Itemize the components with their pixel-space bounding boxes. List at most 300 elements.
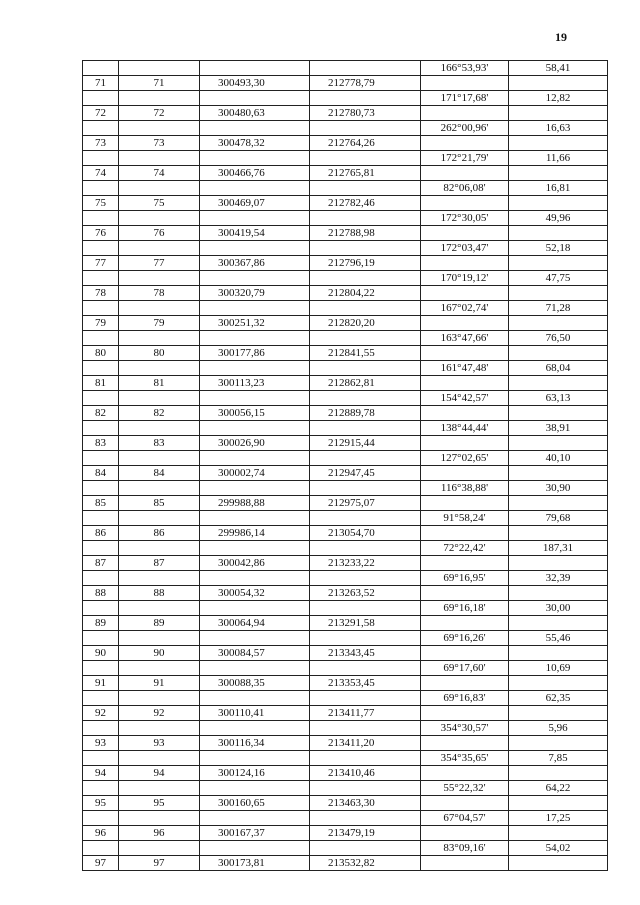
y-coordinate-cell	[310, 811, 421, 826]
distance-cell	[509, 226, 608, 241]
distance-cell	[509, 136, 608, 151]
point-label-cell	[119, 601, 200, 616]
point-label-cell: 81	[119, 376, 200, 391]
point-label-cell: 95	[119, 796, 200, 811]
direction-angle-cell	[421, 226, 509, 241]
y-coordinate-cell	[310, 241, 421, 256]
distance-cell	[509, 166, 608, 181]
y-coordinate-cell	[310, 151, 421, 166]
point-label-cell: 71	[119, 76, 200, 91]
table-row	[83, 61, 608, 76]
direction-angle-cell	[421, 646, 509, 661]
point-number-cell: 81	[83, 376, 119, 391]
distance-cell	[509, 496, 608, 511]
point-label-cell	[119, 361, 200, 376]
x-coordinate-cell: 300367,86	[200, 256, 310, 271]
direction-angle-cell: 69°16,18'	[421, 601, 509, 616]
direction-angle-cell: 172°03,47'	[421, 241, 509, 256]
direction-angle-cell: 161°47,48'	[421, 361, 509, 376]
x-coordinate-cell	[200, 331, 310, 346]
direction-angle-cell: 69°17,60'	[421, 661, 509, 676]
point-number-cell: 74	[83, 166, 119, 181]
y-coordinate-cell	[310, 781, 421, 796]
point-number-cell	[83, 691, 119, 706]
y-coordinate-cell	[310, 271, 421, 286]
x-coordinate-cell: 300173,81	[200, 856, 310, 871]
distance-cell	[509, 286, 608, 301]
point-number-cell: 89	[83, 616, 119, 631]
table-row	[83, 406, 608, 421]
x-coordinate-cell	[200, 541, 310, 556]
direction-angle-cell	[421, 76, 509, 91]
distance-cell: 49,96	[509, 211, 608, 226]
y-coordinate-cell: 212764,26	[310, 136, 421, 151]
x-coordinate-cell: 300480,63	[200, 106, 310, 121]
direction-angle-cell: 72°22,42'	[421, 541, 509, 556]
x-coordinate-cell	[200, 631, 310, 646]
distance-cell	[509, 676, 608, 691]
point-label-cell	[119, 301, 200, 316]
table-row	[83, 376, 608, 391]
y-coordinate-cell: 213353,45	[310, 676, 421, 691]
distance-cell	[509, 556, 608, 571]
y-coordinate-cell: 213411,20	[310, 736, 421, 751]
distance-cell: 30,00	[509, 601, 608, 616]
y-coordinate-cell: 213343,45	[310, 646, 421, 661]
x-coordinate-cell: 300160,65	[200, 796, 310, 811]
x-coordinate-cell: 300320,79	[200, 286, 310, 301]
direction-angle-cell	[421, 616, 509, 631]
point-label-cell	[119, 241, 200, 256]
distance-cell: 79,68	[509, 511, 608, 526]
point-number-cell: 88	[83, 586, 119, 601]
y-coordinate-cell: 212841,55	[310, 346, 421, 361]
point-number-cell	[83, 241, 119, 256]
y-coordinate-cell: 212975,07	[310, 496, 421, 511]
x-coordinate-cell: 300466,76	[200, 166, 310, 181]
direction-angle-cell	[421, 376, 509, 391]
x-coordinate-cell: 299988,88	[200, 496, 310, 511]
coordinates-table	[82, 60, 608, 871]
x-coordinate-cell	[200, 121, 310, 136]
y-coordinate-cell: 213411,77	[310, 706, 421, 721]
point-label-cell: 72	[119, 106, 200, 121]
table-row	[83, 451, 608, 466]
x-coordinate-cell	[200, 511, 310, 526]
table-row	[83, 841, 608, 856]
coordinates-table-body	[83, 61, 608, 871]
point-label-cell	[119, 181, 200, 196]
point-label-cell	[119, 511, 200, 526]
x-coordinate-cell	[200, 181, 310, 196]
point-number-cell	[83, 271, 119, 286]
point-number-cell: 80	[83, 346, 119, 361]
point-label-cell	[119, 781, 200, 796]
y-coordinate-cell: 212782,46	[310, 196, 421, 211]
table-row	[83, 601, 608, 616]
table-row	[83, 136, 608, 151]
y-coordinate-cell: 213263,52	[310, 586, 421, 601]
table-row	[83, 616, 608, 631]
point-number-cell	[83, 661, 119, 676]
distance-cell	[509, 586, 608, 601]
point-number-cell: 72	[83, 106, 119, 121]
y-coordinate-cell: 213410,46	[310, 766, 421, 781]
table-row	[83, 856, 608, 871]
table-row	[83, 676, 608, 691]
table-row	[83, 316, 608, 331]
x-coordinate-cell	[200, 61, 310, 76]
point-label-cell	[119, 421, 200, 436]
table-row	[83, 496, 608, 511]
y-coordinate-cell	[310, 211, 421, 226]
point-number-cell	[83, 841, 119, 856]
distance-cell	[509, 826, 608, 841]
table-row	[83, 331, 608, 346]
direction-angle-cell: 127°02,65'	[421, 451, 509, 466]
distance-cell: 55,46	[509, 631, 608, 646]
distance-cell	[509, 736, 608, 751]
direction-angle-cell	[421, 256, 509, 271]
x-coordinate-cell	[200, 481, 310, 496]
point-number-cell: 90	[83, 646, 119, 661]
y-coordinate-cell	[310, 301, 421, 316]
y-coordinate-cell	[310, 391, 421, 406]
y-coordinate-cell: 212915,44	[310, 436, 421, 451]
direction-angle-cell: 82°06,08'	[421, 181, 509, 196]
distance-cell: 30,90	[509, 481, 608, 496]
direction-angle-cell	[421, 406, 509, 421]
table-row	[83, 151, 608, 166]
x-coordinate-cell	[200, 391, 310, 406]
x-coordinate-cell	[200, 841, 310, 856]
x-coordinate-cell: 300251,32	[200, 316, 310, 331]
point-number-cell: 86	[83, 526, 119, 541]
distance-cell	[509, 436, 608, 451]
y-coordinate-cell	[310, 721, 421, 736]
distance-cell	[509, 106, 608, 121]
point-number-cell: 73	[83, 136, 119, 151]
x-coordinate-cell: 300088,35	[200, 676, 310, 691]
table-row	[83, 691, 608, 706]
distance-cell	[509, 616, 608, 631]
y-coordinate-cell	[310, 421, 421, 436]
point-label-cell	[119, 271, 200, 286]
distance-cell	[509, 646, 608, 661]
direction-angle-cell: 83°09,16'	[421, 841, 509, 856]
table-row	[83, 571, 608, 586]
y-coordinate-cell	[310, 841, 421, 856]
y-coordinate-cell	[310, 361, 421, 376]
table-row	[83, 91, 608, 106]
table-row	[83, 166, 608, 181]
point-label-cell	[119, 571, 200, 586]
direction-angle-cell	[421, 106, 509, 121]
direction-angle-cell: 354°30,57'	[421, 721, 509, 736]
distance-cell	[509, 346, 608, 361]
y-coordinate-cell: 213532,82	[310, 856, 421, 871]
point-label-cell: 94	[119, 766, 200, 781]
y-coordinate-cell: 213054,70	[310, 526, 421, 541]
table-row	[83, 646, 608, 661]
y-coordinate-cell	[310, 481, 421, 496]
distance-cell: 7,85	[509, 751, 608, 766]
point-number-cell: 83	[83, 436, 119, 451]
table-row	[83, 391, 608, 406]
table-row	[83, 556, 608, 571]
table-row	[83, 346, 608, 361]
direction-angle-cell: 69°16,83'	[421, 691, 509, 706]
distance-cell: 16,63	[509, 121, 608, 136]
x-coordinate-cell: 299986,14	[200, 526, 310, 541]
table-row	[83, 721, 608, 736]
point-label-cell	[119, 91, 200, 106]
direction-angle-cell: 170°19,12'	[421, 271, 509, 286]
direction-angle-cell	[421, 136, 509, 151]
direction-angle-cell	[421, 706, 509, 721]
direction-angle-cell: 154°42,57'	[421, 391, 509, 406]
point-label-cell	[119, 721, 200, 736]
direction-angle-cell	[421, 316, 509, 331]
point-number-cell	[83, 781, 119, 796]
point-number-cell	[83, 421, 119, 436]
y-coordinate-cell: 212947,45	[310, 466, 421, 481]
point-number-cell	[83, 301, 119, 316]
point-number-cell	[83, 391, 119, 406]
table-row	[83, 76, 608, 91]
x-coordinate-cell	[200, 361, 310, 376]
point-label-cell: 79	[119, 316, 200, 331]
table-row	[83, 751, 608, 766]
x-coordinate-cell	[200, 721, 310, 736]
distance-cell: 10,69	[509, 661, 608, 676]
point-number-cell	[83, 151, 119, 166]
point-number-cell: 94	[83, 766, 119, 781]
direction-angle-cell: 91°58,24'	[421, 511, 509, 526]
y-coordinate-cell: 212820,20	[310, 316, 421, 331]
point-number-cell: 71	[83, 76, 119, 91]
x-coordinate-cell	[200, 301, 310, 316]
point-label-cell: 85	[119, 496, 200, 511]
point-label-cell: 88	[119, 586, 200, 601]
point-number-cell: 93	[83, 736, 119, 751]
x-coordinate-cell: 300110,41	[200, 706, 310, 721]
direction-angle-cell: 67°04,57'	[421, 811, 509, 826]
distance-cell: 52,18	[509, 241, 608, 256]
point-number-cell	[83, 721, 119, 736]
table-row	[83, 541, 608, 556]
table-row	[83, 226, 608, 241]
direction-angle-cell	[421, 346, 509, 361]
y-coordinate-cell	[310, 511, 421, 526]
direction-angle-cell	[421, 496, 509, 511]
direction-angle-cell: 163°47,66'	[421, 331, 509, 346]
point-label-cell	[119, 541, 200, 556]
table-row	[83, 631, 608, 646]
distance-cell	[509, 466, 608, 481]
y-coordinate-cell: 213479,19	[310, 826, 421, 841]
direction-angle-cell	[421, 166, 509, 181]
x-coordinate-cell	[200, 421, 310, 436]
direction-angle-cell	[421, 736, 509, 751]
y-coordinate-cell: 212804,22	[310, 286, 421, 301]
distance-cell	[509, 196, 608, 211]
point-label-cell: 87	[119, 556, 200, 571]
y-coordinate-cell	[310, 631, 421, 646]
table-row	[83, 586, 608, 601]
table-row	[83, 811, 608, 826]
x-coordinate-cell	[200, 751, 310, 766]
table-row	[83, 106, 608, 121]
table-row	[83, 181, 608, 196]
distance-cell	[509, 526, 608, 541]
x-coordinate-cell: 300493,30	[200, 76, 310, 91]
point-number-cell	[83, 61, 119, 76]
point-number-cell: 84	[83, 466, 119, 481]
point-label-cell	[119, 691, 200, 706]
point-label-cell	[119, 661, 200, 676]
direction-angle-cell: 69°16,95'	[421, 571, 509, 586]
point-label-cell: 73	[119, 136, 200, 151]
direction-angle-cell	[421, 436, 509, 451]
point-label-cell	[119, 751, 200, 766]
point-label-cell	[119, 331, 200, 346]
table-row	[83, 286, 608, 301]
point-label-cell: 90	[119, 646, 200, 661]
y-coordinate-cell: 213291,58	[310, 616, 421, 631]
y-coordinate-cell	[310, 601, 421, 616]
table-row	[83, 241, 608, 256]
y-coordinate-cell	[310, 541, 421, 556]
distance-cell	[509, 706, 608, 721]
point-label-cell	[119, 391, 200, 406]
direction-angle-cell	[421, 676, 509, 691]
point-label-cell: 75	[119, 196, 200, 211]
point-number-cell	[83, 571, 119, 586]
x-coordinate-cell: 300084,57	[200, 646, 310, 661]
point-number-cell: 78	[83, 286, 119, 301]
y-coordinate-cell: 213463,30	[310, 796, 421, 811]
point-label-cell: 84	[119, 466, 200, 481]
direction-angle-cell	[421, 196, 509, 211]
point-number-cell	[83, 511, 119, 526]
point-label-cell	[119, 151, 200, 166]
point-number-cell: 79	[83, 316, 119, 331]
y-coordinate-cell: 212862,81	[310, 376, 421, 391]
point-number-cell	[83, 601, 119, 616]
point-number-cell	[83, 211, 119, 226]
point-number-cell	[83, 181, 119, 196]
point-number-cell: 91	[83, 676, 119, 691]
distance-cell: 54,02	[509, 841, 608, 856]
point-label-cell: 91	[119, 676, 200, 691]
direction-angle-cell: 116°38,88'	[421, 481, 509, 496]
point-number-cell: 92	[83, 706, 119, 721]
point-label-cell: 80	[119, 346, 200, 361]
distance-cell: 63,13	[509, 391, 608, 406]
distance-cell	[509, 76, 608, 91]
direction-angle-cell: 167°02,74'	[421, 301, 509, 316]
point-number-cell	[83, 481, 119, 496]
distance-cell: 12,82	[509, 91, 608, 106]
table-row	[83, 256, 608, 271]
point-number-cell: 75	[83, 196, 119, 211]
point-label-cell: 78	[119, 286, 200, 301]
point-number-cell	[83, 451, 119, 466]
x-coordinate-cell: 300054,32	[200, 586, 310, 601]
table-row	[83, 301, 608, 316]
point-number-cell: 87	[83, 556, 119, 571]
x-coordinate-cell: 300116,34	[200, 736, 310, 751]
point-label-cell	[119, 481, 200, 496]
x-coordinate-cell	[200, 451, 310, 466]
direction-angle-cell	[421, 466, 509, 481]
point-label-cell	[119, 211, 200, 226]
x-coordinate-cell: 300042,86	[200, 556, 310, 571]
x-coordinate-cell: 300026,90	[200, 436, 310, 451]
point-number-cell: 85	[83, 496, 119, 511]
direction-angle-cell: 262°00,96'	[421, 121, 509, 136]
distance-cell	[509, 316, 608, 331]
direction-angle-cell: 55°22,32'	[421, 781, 509, 796]
point-label-cell: 74	[119, 166, 200, 181]
point-label-cell: 82	[119, 406, 200, 421]
point-label-cell: 89	[119, 616, 200, 631]
direction-angle-cell	[421, 826, 509, 841]
point-number-cell	[83, 91, 119, 106]
distance-cell	[509, 376, 608, 391]
x-coordinate-cell	[200, 151, 310, 166]
y-coordinate-cell: 212889,78	[310, 406, 421, 421]
table-row	[83, 481, 608, 496]
y-coordinate-cell: 213233,22	[310, 556, 421, 571]
y-coordinate-cell: 212778,79	[310, 76, 421, 91]
distance-cell: 71,28	[509, 301, 608, 316]
point-number-cell	[83, 811, 119, 826]
point-number-cell: 96	[83, 826, 119, 841]
table-row	[83, 361, 608, 376]
x-coordinate-cell	[200, 601, 310, 616]
distance-cell	[509, 256, 608, 271]
direction-angle-cell: 172°30,05'	[421, 211, 509, 226]
x-coordinate-cell	[200, 691, 310, 706]
table-row	[83, 466, 608, 481]
y-coordinate-cell: 212788,98	[310, 226, 421, 241]
distance-cell: 68,04	[509, 361, 608, 376]
direction-angle-cell: 354°35,65'	[421, 751, 509, 766]
direction-angle-cell	[421, 796, 509, 811]
x-coordinate-cell: 300478,32	[200, 136, 310, 151]
page-number: 19	[555, 30, 567, 44]
point-label-cell	[119, 631, 200, 646]
table-row	[83, 511, 608, 526]
point-label-cell: 93	[119, 736, 200, 751]
table-row	[83, 781, 608, 796]
point-label-cell	[119, 841, 200, 856]
y-coordinate-cell	[310, 751, 421, 766]
point-label-cell: 96	[119, 826, 200, 841]
point-number-cell	[83, 121, 119, 136]
distance-cell	[509, 766, 608, 781]
x-coordinate-cell: 300064,94	[200, 616, 310, 631]
point-label-cell	[119, 451, 200, 466]
point-number-cell	[83, 631, 119, 646]
y-coordinate-cell: 212780,73	[310, 106, 421, 121]
y-coordinate-cell: 212796,19	[310, 256, 421, 271]
point-label-cell: 92	[119, 706, 200, 721]
direction-angle-cell: 171°17,68'	[421, 91, 509, 106]
y-coordinate-cell	[310, 331, 421, 346]
